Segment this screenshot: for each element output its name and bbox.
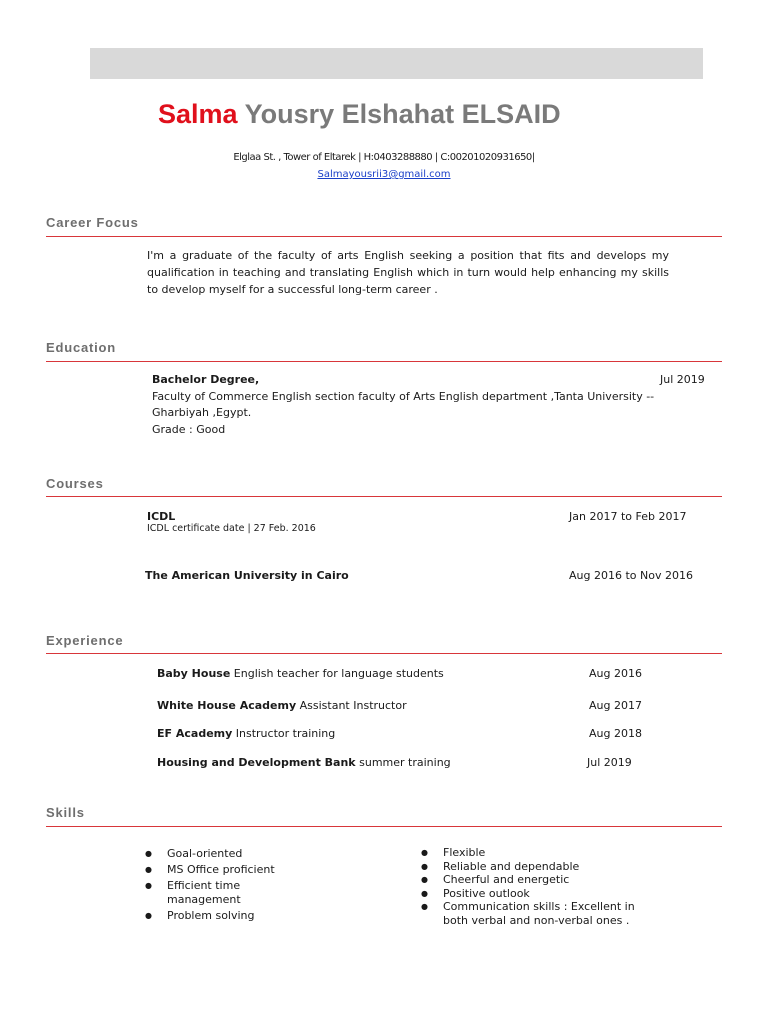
contact-line: Elglaa St. , Tower of Eltarek | H:0403288880 | C:00201020931650| xyxy=(233,152,535,163)
section-title-courses: Courses xyxy=(46,476,104,491)
experience-entry xyxy=(157,699,407,712)
section-divider xyxy=(46,653,722,654)
skill-item: ● Problem solving xyxy=(145,909,295,923)
course-name: ICDL xyxy=(147,510,176,523)
section-title-experience: Experience xyxy=(46,633,124,648)
email-line xyxy=(0,169,768,180)
skill-item: ● Cheerful and energetic xyxy=(421,873,656,887)
experience-org: Baby House xyxy=(157,667,231,680)
experience-date: Aug 2017 xyxy=(589,699,642,712)
experience-org: EF Academy xyxy=(157,727,233,740)
degree-location: Gharbiyah ,Egypt. xyxy=(152,406,252,419)
skill-item: ● Reliable and dependable xyxy=(421,860,656,874)
experience-role: summer training xyxy=(355,756,451,769)
experience-role: Assistant Instructor xyxy=(296,699,407,712)
experience-role: Instructor training xyxy=(232,727,336,740)
course-detail: ICDL certificate date | 27 Feb. 2016 xyxy=(147,523,316,534)
email-link[interactable]: Salmayousrii3@gmail.com xyxy=(317,169,451,180)
section-title-skills: Skills xyxy=(46,805,85,820)
course-date: Aug 2016 to Nov 2016 xyxy=(569,569,693,582)
skills-list-right xyxy=(421,846,656,927)
skill-item: ● Goal-oriented xyxy=(145,847,295,861)
degree-title: Bachelor Degree, xyxy=(152,373,260,386)
experience-date: Aug 2018 xyxy=(589,727,642,740)
experience-entry xyxy=(157,756,451,769)
section-divider xyxy=(46,496,722,497)
section-divider xyxy=(46,236,722,237)
career-focus-text: I'm a graduate of the faculty of arts English seeking a position that fits and develops my qualification in teaching and translating English which in turn would help enhancing my skills to develop myself for a successful long-term career . xyxy=(147,249,669,296)
degree-grade: Grade : Good xyxy=(152,423,226,436)
degree-date: Jul 2019 xyxy=(660,373,705,386)
skills-list-left xyxy=(145,847,295,925)
experience-entry xyxy=(157,667,444,680)
experience-org: White House Academy xyxy=(157,699,297,712)
experience-entry xyxy=(157,727,335,740)
skill-item: ● MS Office proficient xyxy=(145,863,295,877)
first-name: Salma xyxy=(158,99,238,129)
degree-institution: Faculty of Commerce English section faculty of Arts English department ,Tanta University -- xyxy=(152,390,655,403)
skill-item: ● Communication skills : Excellent in both verbal and non-verbal ones . xyxy=(421,900,656,927)
last-names: Yousry Elshahat ELSAID xyxy=(237,99,561,129)
section-title-education: Education xyxy=(46,340,117,355)
course-name: The American University in Cairo xyxy=(145,569,349,582)
skill-item: ● Flexible xyxy=(421,846,656,860)
candidate-name xyxy=(158,99,561,130)
section-title-career-focus: Career Focus xyxy=(46,215,139,230)
section-divider xyxy=(46,826,722,827)
skill-item: ● Efficient time management xyxy=(145,879,295,907)
section-divider xyxy=(46,361,722,362)
experience-date: Jul 2019 xyxy=(587,756,632,769)
header-bar xyxy=(90,48,703,79)
experience-date: Aug 2016 xyxy=(589,667,642,680)
course-date: Jan 2017 to Feb 2017 xyxy=(569,510,687,523)
experience-role: English teacher for language students xyxy=(230,667,444,680)
skill-item: ● Positive outlook xyxy=(421,887,656,901)
experience-org: Housing and Development Bank xyxy=(157,756,356,769)
